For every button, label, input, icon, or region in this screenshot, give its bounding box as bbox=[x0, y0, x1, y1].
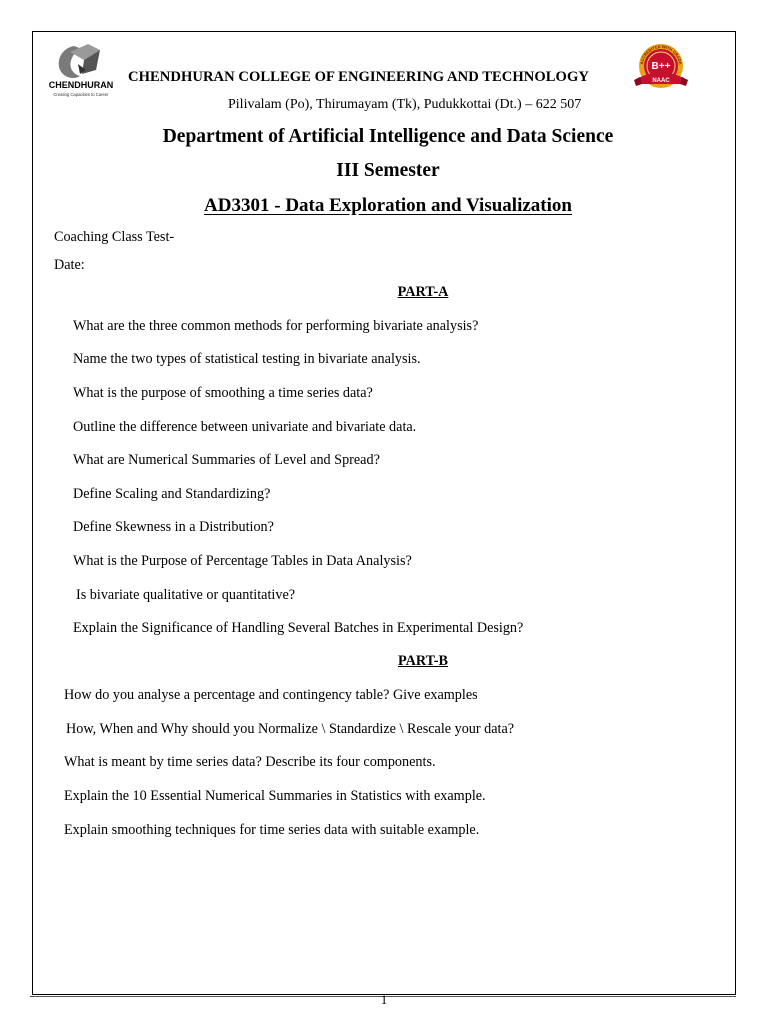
part-b-question: Explain smoothing techniques for time series data with suitable example. bbox=[64, 822, 480, 838]
part-b-question: What is meant by time series data? Describe its four components. bbox=[64, 754, 436, 770]
part-b-question: How, When and Why should you Normalize \ Standardize \ Rescale your data? bbox=[66, 721, 515, 737]
naac-label: NAAC bbox=[652, 78, 670, 84]
college-address: Pilivalam (Po), Thirumayam (Tk), Pudukkottai (Dt.) – 622 507 bbox=[228, 97, 582, 112]
part-b-question: How do you analyse a percentage and contingency table? Give examples bbox=[64, 687, 478, 703]
college-name: CHENDHURAN COLLEGE OF ENGINEERING AND TECHNOLOGY bbox=[128, 69, 589, 85]
part-a-heading: PART-A bbox=[397, 284, 449, 300]
date-label: Date: bbox=[54, 257, 85, 273]
part-b-question: Explain the 10 Essential Numerical Summaries in Statistics with example. bbox=[64, 788, 486, 804]
naac-grade: B++ bbox=[651, 61, 671, 72]
part-a-question: What are Numerical Summaries of Level and Spread? bbox=[73, 452, 380, 468]
part-a-question: What is the Purpose of Percentage Tables in Data Analysis? bbox=[73, 553, 412, 569]
course-title-text: AD3301 - Data Exploration and Visualization bbox=[204, 195, 572, 216]
semester-title: III Semester bbox=[336, 160, 440, 181]
chendhuran-logo bbox=[44, 40, 118, 106]
part-b-heading: PART-B bbox=[398, 653, 448, 669]
part-a-question: Outline the difference between univariate and bivariate data. bbox=[73, 419, 417, 435]
part-a-question: Name the two types of statistical testing in bivariate analysis. bbox=[73, 351, 421, 367]
department-title: Department of Artificial Intelligence and Data Science bbox=[162, 126, 614, 147]
logo-tagline: Creating Capacities to Career bbox=[53, 92, 109, 97]
part-a-question: Explain the Significance of Handling Several Batches in Experimental Design? bbox=[73, 620, 524, 636]
test-label: Coaching Class Test- bbox=[54, 229, 175, 245]
course-title bbox=[0, 195, 768, 217]
part-a-question: Define Scaling and Standardizing? bbox=[73, 486, 271, 502]
part-a-question: Define Skewness in a Distribution? bbox=[73, 519, 274, 535]
page-number: 1 bbox=[380, 992, 388, 1007]
part-a-question: Is bivariate qualitative or quantitative? bbox=[76, 587, 296, 603]
naac-ring-text: ACCREDITED WITH GRADE bbox=[639, 43, 683, 65]
logo-name: CHENDHURAN bbox=[48, 80, 114, 90]
part-a-question: What are the three common methods for performing bivariate analysis? bbox=[73, 318, 479, 334]
part-a-question: What is the purpose of smoothing a time series data? bbox=[73, 385, 373, 401]
naac-badge bbox=[630, 40, 692, 98]
